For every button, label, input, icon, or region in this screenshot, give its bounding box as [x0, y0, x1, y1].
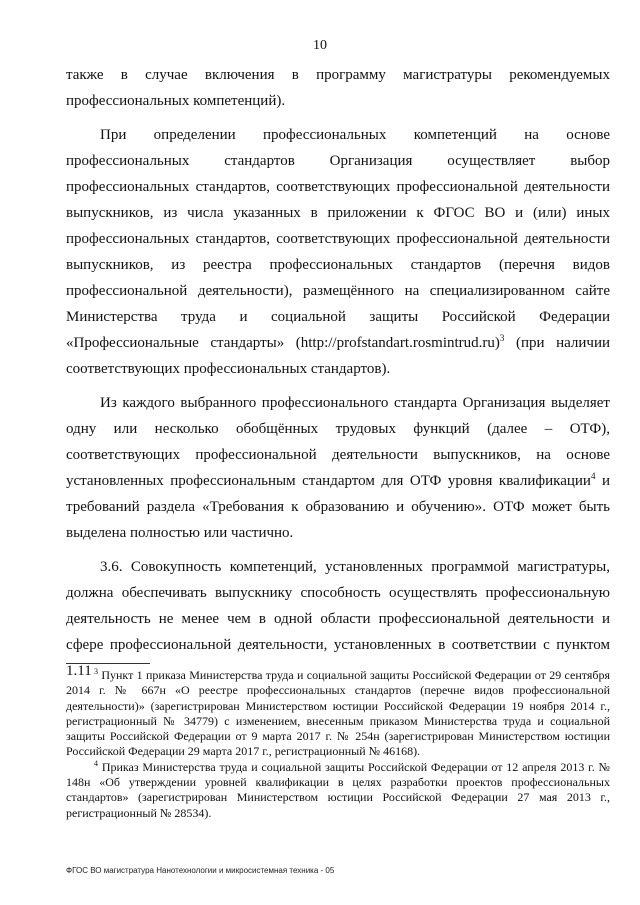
footnote-text: Пункт 1 приказа Министерства труда и социальной защиты Российской Федерации от 29 сентября 2014 г. № 667н «О реестре профессиональных стандартов (перечне видов профессиональной деятельности)» (зарегистрирован Министерством юстиции Российской Федерации 19 ноября 2014 г., регистрационный № 34779) с изменением, внесенным приказом Министерства труда и социальной защиты Российской Федерации от 9 марта 2017 г. № 254н (зарегистрирован Министерством юстиции Российской Федерации 29 марта 2017 г., регистрационный № 46168).: [66, 668, 610, 759]
paragraph-tail: и требований раздела «Требования к образованию и обучению». ОТФ может быть выделена полностью или частично.: [66, 473, 611, 541]
footnote-mark: 3: [94, 667, 98, 676]
paragraph-competency-selection: [66, 122, 610, 382]
paragraph-continuation: [66, 62, 610, 114]
paragraph-text: При определении профессиональных компетенций на основе профессиональных стандартов Организация осуществляет выбор профессиональных стандартов, соответствующих профессиональной деятельности выпускников, из числа указанных в приложении к ФГОС ВО и (или) иных профессиональных стандартов, соответствующих профессиональной деятельности выпускников, из реестра профессиональных стандартов (перечня видов профессиональной деятельности), размещённого на специализированном сайте Министерства труда и социальной защиты Российской Федерации «Профессиональные стандарты» (http://profstandart.rosmintrud.ru): [66, 127, 610, 351]
footnote-mark: 4: [94, 758, 98, 768]
footnote-divider: [66, 663, 150, 664]
paragraph-text: 3.6. Совокупность компетенций, установленных программой магистратуры, должна обеспечивать выпускнику способность осуществлять профессиональную деятельность не менее чем в одной области профессиональной деятельности и сфере профессиональной деятельности, установленных в соответствии с пунктом 1.11: [66, 559, 610, 679]
footnotes: [66, 668, 610, 821]
footnote-ref[interactable]: 3: [499, 333, 505, 343]
footnote-ref[interactable]: 4: [590, 471, 596, 481]
paragraph-3-6: [66, 554, 610, 684]
paragraph-text: также в случае включения в программу магистратуры рекомендуемых профессиональных компетенций).: [66, 67, 610, 109]
paragraph-tail: (при наличии соответствующих профессиональных стандартов).: [66, 335, 610, 377]
footnote-text: Приказ Министерства труда и социальной защиты Российской Федерации от 12 апреля 2013 г. № 148н «Об утверждении уровней квалификации в целях разработки проектов профессиональных стандартов» (зарегистрирован Министерством юстиции Российской Федерации 27 мая 2013 г., регистрационный № 28534).: [66, 759, 610, 820]
paragraph-otf: [66, 390, 610, 546]
footnote-3: [66, 668, 610, 760]
page-number: 10: [313, 38, 327, 53]
footnote-4: [66, 760, 610, 821]
body-text: [66, 62, 610, 692]
paragraph-text: Из каждого выбранного профессионального стандарта Организация выделяет одну или несколько обобщённых трудовых функций (далее – ОТФ), соответствующих профессиональной деятельности выпускников, на основе установленных профессиональным стандартом для ОТФ уровня квалификации: [66, 395, 610, 489]
page-footer: ФГОС ВО магистратура Нанотехнологии и микросистемная техника - 05: [66, 866, 335, 875]
